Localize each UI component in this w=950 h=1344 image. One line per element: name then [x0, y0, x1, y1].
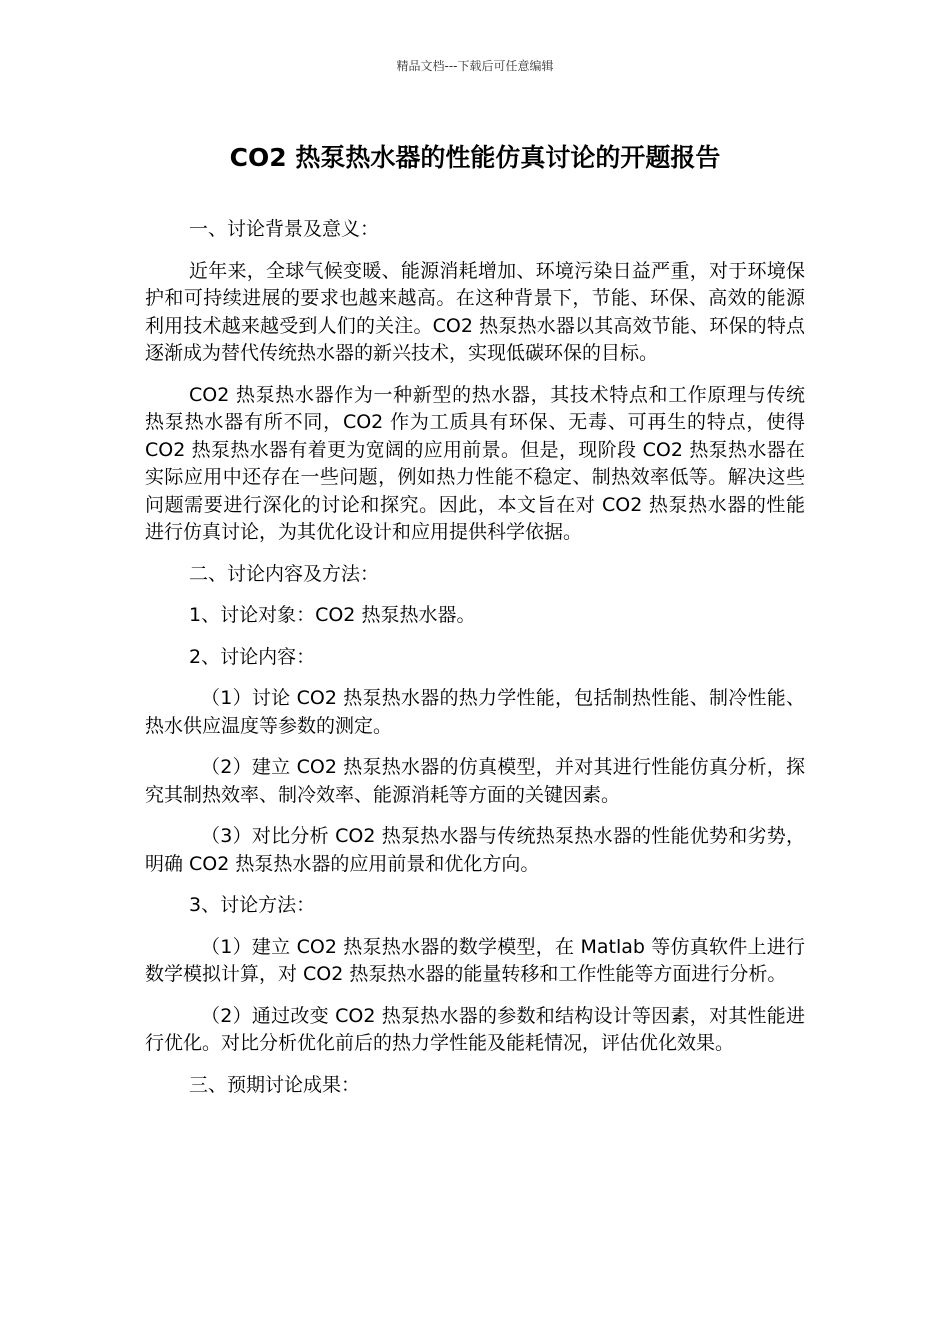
- item-research-content: 2、讨论内容：: [189, 645, 316, 668]
- content-subitem-1: （1）讨论 CO2 热泵热水器的热力学性能，包括制热性能、制冷性能、热水供应温度等参数的测定。: [145, 687, 805, 737]
- page-header-note: 精品文档---下载后可任意编辑: [396, 59, 554, 73]
- methods-subitem-2: （2）通过改变 CO2 热泵热水器的参数和结构设计等因素，对其性能进行优化。对比分析优化前后的热力学性能及能耗情况，评估优化效果。: [145, 1004, 805, 1054]
- document-title: CO2 热泵热水器的性能仿真讨论的开题报告: [229, 143, 721, 172]
- item-research-object: 1、讨论对象：CO2 热泵热水器。: [189, 604, 476, 626]
- content-subitem-3: （3）对比分析 CO2 热泵热水器与传统热泵热水器的性能优势和劣势，明确 CO2 热泵热水器的应用前景和优化方向。: [145, 825, 805, 875]
- section-heading-background: 一、讨论背景及意义：: [189, 218, 380, 240]
- section-heading-expected-results: 三、预期讨论成果：: [189, 1073, 361, 1096]
- section-heading-content-methods: 二、讨论内容及方法：: [189, 562, 380, 585]
- paragraph-background-1: 近年来，全球气候变暖、能源消耗增加、环境污染日益严重，对于环境保护和可持续进展的要求也越来越高。在这种背景下，节能、环保、高效的能源利用技术越来越受到人们的关注。CO2 热泵热水器以其高效节能、环保的特点逐渐成为替代传统热水器的新兴技术，实现低碳环保的目标。: [145, 259, 805, 364]
- paragraph-background-2: CO2 热泵热水器作为一种新型的热水器，其技术特点和工作原理与传统热泵热水器有所不同，CO2 作为工质具有环保、无毒、可再生的特点，使得 CO2 热泵热水器有着更为宽阔的应用前景。但是，现阶段 CO2 热泵热水器在实际应用中还存在一些问题，例如热力性能不稳定、制热效率低等。解决这些问题需要进行深化的讨论和探究。因此，本文旨在对 CO2 热泵热水器的性能进行仿真讨论，为其优化设计和应用提供科学依据。: [145, 383, 805, 543]
- methods-subitem-1: （1）建立 CO2 热泵热水器的数学模型，在 Matlab 等仿真软件上进行数学模拟计算，对 CO2 热泵热水器的能量转移和工作性能等方面进行分析。: [145, 935, 805, 985]
- document-body: [145, 216, 805, 1113]
- content-subitem-2: （2）建立 CO2 热泵热水器的仿真模型，并对其进行性能仿真分析，探究其制热效率、制冷效率、能源消耗等方面的关键因素。: [145, 756, 805, 806]
- item-research-methods: 3、讨论方法：: [189, 894, 316, 916]
